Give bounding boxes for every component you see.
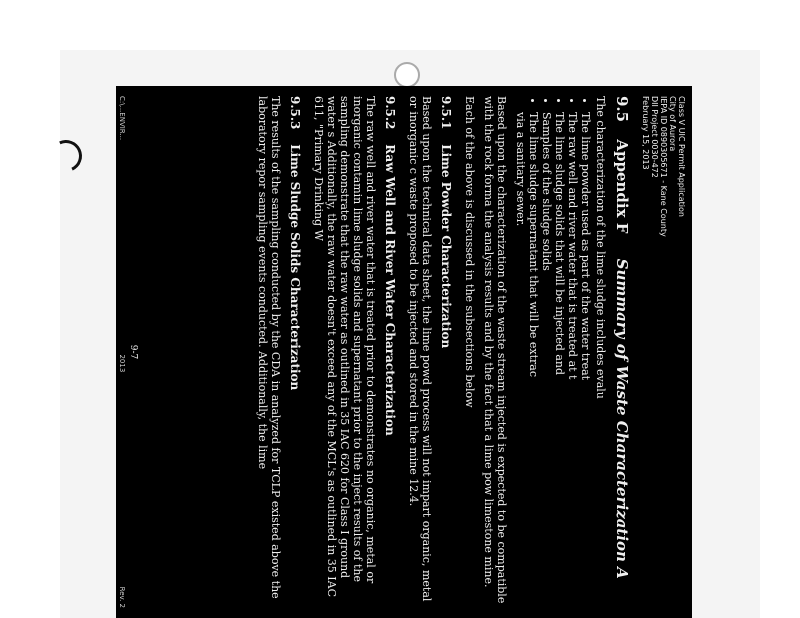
footer-right: Rev. 2 (118, 586, 126, 608)
rotated-document (116, 86, 692, 618)
list-item: • The raw well and river water that is treated at t (566, 112, 579, 608)
page-number: 9-7 (128, 344, 138, 360)
section-heading (439, 96, 453, 608)
section-heading (383, 96, 397, 608)
paragraph: The raw well and river water that is treated prior to demonstrates no organic, metal or inorganic contamin lime sludge solids and supernatant prior to the inject results of the sampling demonstrate that the raw water as outlined in 35 IAC 620 for Class I ground water s Additionally, the raw water doesn't exceed any of the MCL's as outlined in 35 IAC 611, "Primary Drinking W (312, 96, 377, 598)
section-title: Lime Powder Characterization (439, 144, 453, 349)
footer-mid: 2013 (118, 354, 126, 373)
footer-left: C:\...ENVIR... (118, 96, 126, 141)
binder-hole-icon (394, 62, 420, 88)
appendix-heading (613, 96, 631, 608)
section-title: Raw Well and River Water Characterization (383, 144, 397, 436)
header-line: City of Aurora (668, 96, 677, 152)
appendix-title: Summary of Waste Characterization A (613, 258, 631, 579)
paragraph: Based upon the characterization of the waste stream injected is expected to be compatible with the rock forma the analysis results and by the fact that a lime pow limestone mine. (482, 96, 508, 604)
header-line: Class V UIC Permit Application (677, 96, 686, 217)
list-item: via a sanitary sewer. (514, 112, 527, 227)
document-header (641, 96, 686, 608)
appendix-label: Appendix F (613, 139, 631, 234)
intro-paragraph: The characterization of the lime sludge includes evalu (594, 96, 607, 399)
document-page (116, 86, 692, 618)
bullet-list (514, 96, 592, 608)
list-item: • The lime sludge supernatant that will be extrac (527, 112, 540, 608)
section-title: Lime Sludge Solids Characterization (288, 144, 302, 391)
header-line: February 15, 2013 (641, 96, 650, 170)
document-footer (118, 96, 126, 608)
header-line: IEPA ID 0890305671 - Kane County (659, 96, 668, 237)
section-number: 9.5.2 (383, 96, 397, 130)
paragraph: Each of the above is discussed in the subsections below (463, 96, 476, 408)
paragraph: The results of the sampling conducted by the CDA in analyzed for TCLP existed above the laboratory repor sampling events conducted. Additionally, the lime (256, 96, 282, 599)
list-item: • The lime sludge solids that will be injected and (553, 112, 566, 608)
header-line: DII Project 0030-472 (650, 96, 659, 178)
section-number: 9.5.3 (288, 96, 302, 130)
section-number: 9.5.1 (439, 96, 453, 130)
list-item: • Samples of the sludge solids (540, 112, 553, 608)
list-item: • The lime powder used as part of the water treat (579, 112, 592, 608)
section-heading (288, 96, 302, 608)
paragraph: Based upon the technical data sheet, the lime powd process will not impart organic, metal or inorganic c waste proposed to be injected and stored in the mine 12.4. (407, 96, 433, 602)
section-number: 9.5 (613, 96, 631, 123)
